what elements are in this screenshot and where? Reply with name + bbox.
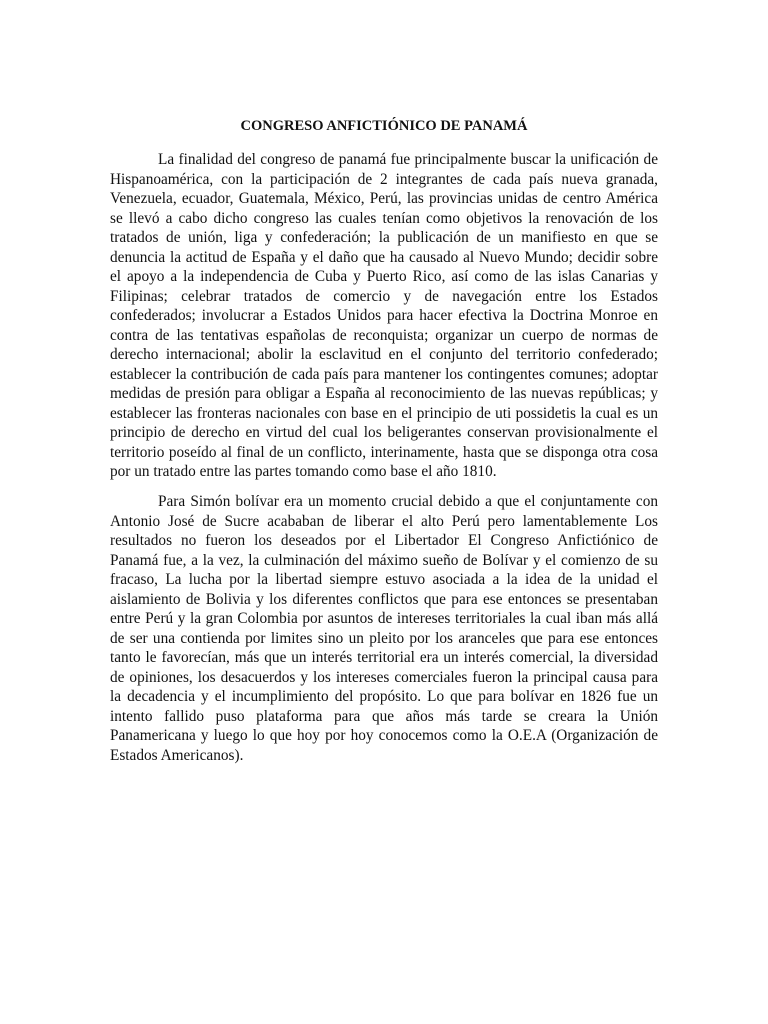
text-line: Hispanoamérica, con la participación de 2 integrantes de cada país nueva granada, bbox=[110, 170, 658, 188]
text-line: Panamá fue, a la vez, la culminación del máximo sueño de Bolívar y el comienzo de su bbox=[110, 551, 658, 569]
text-line: entre Perú y la gran Colombia por asuntos de intereses territoriales la cual iban más allá bbox=[110, 610, 658, 627]
text-line: establecer la contribución de cada país para mantener los contingentes comunes; adoptar bbox=[110, 365, 658, 383]
text-line: se llevó a cabo dicho congreso las cuales tenían como objetivos la renovación de los bbox=[110, 209, 658, 227]
text-line: el apoyo a la independencia de Cuba y Puerto Rico, así como de las islas Canarias y bbox=[110, 268, 658, 285]
text-line: de ser una contienda por limites sino un pleito por los aranceles que para ese entonces bbox=[110, 629, 658, 647]
text-line: fracaso, La lucha por la libertad siempre estuvo asociada a la idea de la unidad el bbox=[110, 571, 658, 588]
text-line: aislamiento de Bolivia y los diferentes conflictos que para ese entonces se presentaban bbox=[110, 590, 658, 608]
text-line: confederados; involucrar a Estados Unidos para hacer efectiva la Doctrina Monroe en bbox=[110, 307, 658, 324]
paragraph-2 bbox=[110, 492, 658, 765]
text-line: intento fallido puso plataforma para que años más tarde se creara la Unión bbox=[110, 707, 658, 725]
text-line: por un tratado entre las partes tomando como base el año 1810. bbox=[110, 463, 497, 480]
text-line: Antonio José de Sucre acababan de liberar el alto Perú pero lamentablemente Los bbox=[110, 512, 658, 530]
text-line: establecer las fronteras nacionales con base en el principio de uti possidetis la cual es un bbox=[110, 404, 658, 422]
text-line: la decadencia y el incumplimiento del propósito. Lo que para bolívar en 1826 fue un bbox=[110, 688, 658, 705]
text-line: tanto le favorecían, más que un interés territorial era un interés comercial, la diversidad bbox=[110, 649, 658, 666]
text-line: contra de las tentativas españolas de reconquista; organizar un cuerpo de normas de bbox=[110, 326, 658, 344]
text-line: tratados de unión, liga y confederación; la publicación de un manifiesto en que se bbox=[110, 229, 658, 246]
text-line: territorio poseído al final de un conflicto, interinamente, hasta que se disponga otra cosa bbox=[110, 443, 658, 461]
text-line: denuncia la actitud de España y el daño que ha causado al Nuevo Mundo; decidir sobre bbox=[110, 248, 658, 266]
text-line: La finalidad del congreso de panamá fue principalmente buscar la unificación de bbox=[158, 151, 658, 168]
paragraph-1 bbox=[110, 150, 658, 482]
text-line: principio de derecho en virtud del cual los beligerantes conservan provisionalmente el bbox=[110, 424, 658, 441]
document-title: CONGRESO ANFICTIÓNICO DE PANAMÁ bbox=[240, 118, 528, 134]
text-line: resultados no fueron los deseados por el Libertador El Congreso Anfictiónico de bbox=[110, 532, 658, 549]
text-line: Para Simón bolívar era un momento crucial debido a que el conjuntamente con bbox=[158, 493, 658, 510]
text-line: Filipinas; celebrar tratados de comercio y de navegación entre los Estados bbox=[110, 287, 658, 305]
text-line: Venezuela, ecuador, Guatemala, México, Perú, las provincias unidas de centro América bbox=[110, 190, 658, 207]
text-line: Estados Americanos). bbox=[110, 746, 244, 764]
text-line: de opiniones, los desacuerdos y los intereses comerciales fueron la principal causa para bbox=[110, 668, 658, 686]
text-line: Panamericana y luego lo que hoy por hoy conocemos como la O.E.A (Organización de bbox=[110, 727, 658, 744]
text-line: derecho internacional; abolir la esclavitud en el conjunto del territorio confederado; bbox=[110, 346, 658, 363]
text-line: medidas de presión para obligar a España al reconocimiento de las nuevas repúblicas; y bbox=[110, 385, 658, 402]
